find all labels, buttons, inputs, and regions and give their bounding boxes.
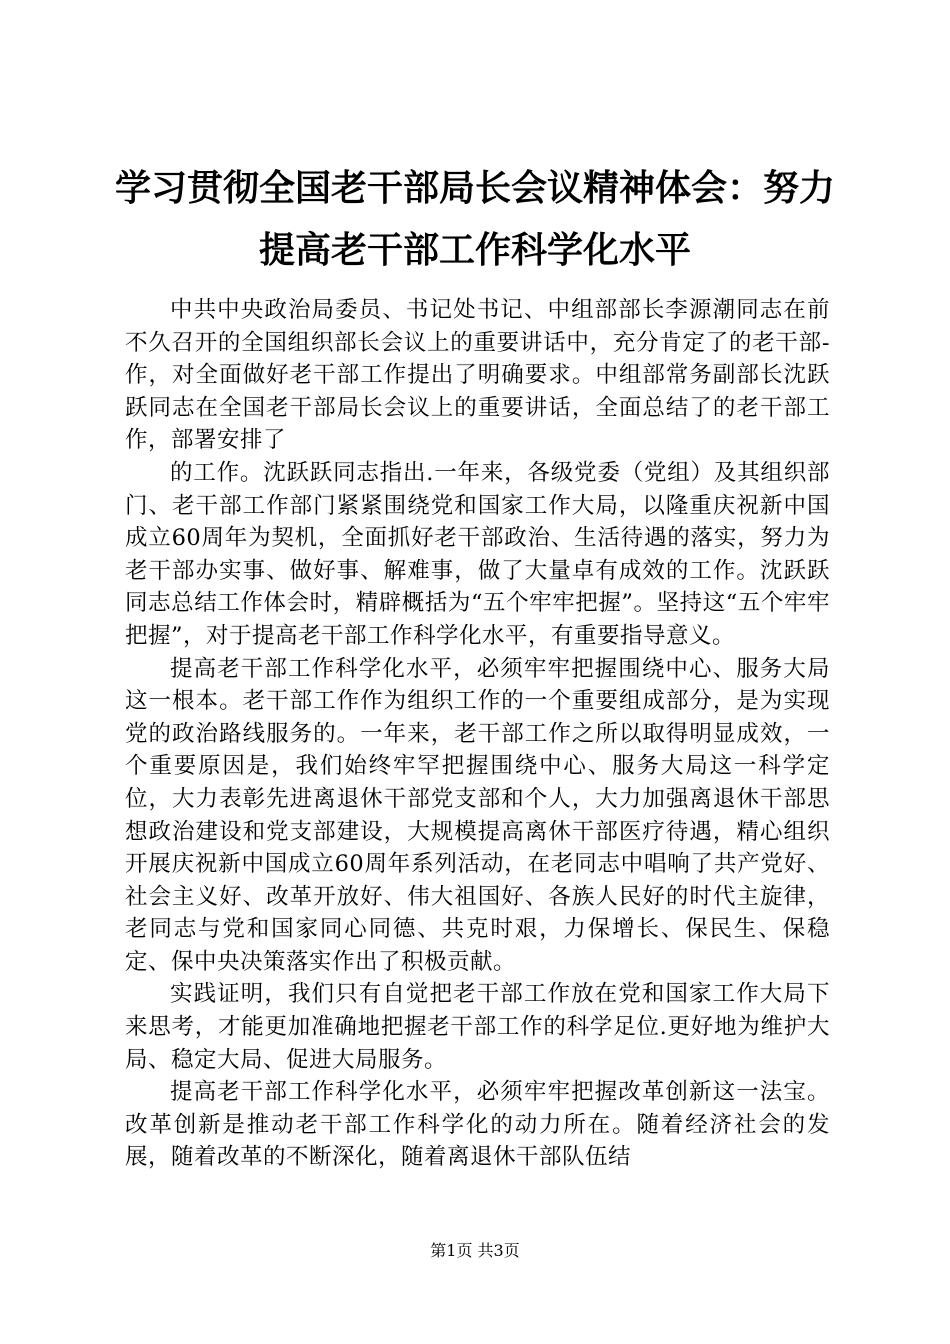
paragraph: 中共中央政治局委员、书记处书记、中组部部长李源潮同志在前不久召开的全国组织部长会议上的重要讲话中，充分肯定了的老干部-作，对全面做好老干部工作提出了明确要求。中组部常务副部长沈跃跃同志在全国老干部局长会议上的重要讲话，全面总结了的老干部工作，部署安排了 — [125, 297, 830, 454]
paragraph: 提高老干部工作科学化水平，必须牢牢把握改革创新这一法宝。改革创新是推动老干部工作科学化的动力所在。随着经济社会的发展，随着改革的不断深化，随着离退休干部队伍结 — [125, 1079, 830, 1171]
title-line-2: 提高老干部工作科学化水平 — [258, 230, 691, 271]
paragraph: 提高老干部工作科学化水平，必须牢牢把握围绕中心、服务大局这一根本。老干部工作作为组织工作的一个重要组成部分，是为实现党的政治路线服务的。一年来，老干部工作之所以取得明显成效，一个重要原因是，我们始终牢罕把握围绕中心、服务大局这一科学定位，大力表彰先进离退休干部党支部和个人，大力加强离退休干部思想政治建设和党支部建设，大规模提高离休干部医疗待遇，精心组织开展庆祝新中国成立60周年系列活动，在老同志中唱响了共产党好、社会主义好、改革开放好、伟大祖国好、各族人民好的时代主旋律，老同志与党和国家同心同德、共克时艰，力保增长、保民生、保稳定、保中央决策落实作出了积极贡献。 — [125, 655, 830, 975]
title-line-1: 学习贯彻全国老干部局长会议精神体会：努力 — [114, 168, 835, 209]
document-body — [125, 294, 830, 1174]
paragraph: 实践证明，我们只有自觉把老干部工作放在党和国家工作大局下来思考，才能更加准确地把握老干部工作的科学足位.更好地为维护大局、稳定大局、促进大局服务。 — [125, 981, 830, 1073]
page-number: 第1页 共3页 — [430, 1241, 520, 1260]
page-footer — [0, 1240, 950, 1262]
paragraph: 的工作。沈跃跃同志指出.一年来，各级党委（党组）及其组织部门、老干部工作部门紧紧围绕党和国家工作大局，以隆重庆祝新中国成立60周年为契机，全面抓好老干部政治、生活待遇的落实，努力为老干部办实事、做好事、解难事，做了大量卓有成效的工作。沈跃跃同志总结工作体会时，精辟概括为“五个牢牢把握”。坚持这“五个牢牢把握”，对于提高老干部工作科学化水平，有重要指导意义。 — [125, 459, 830, 649]
document-title — [100, 158, 850, 282]
